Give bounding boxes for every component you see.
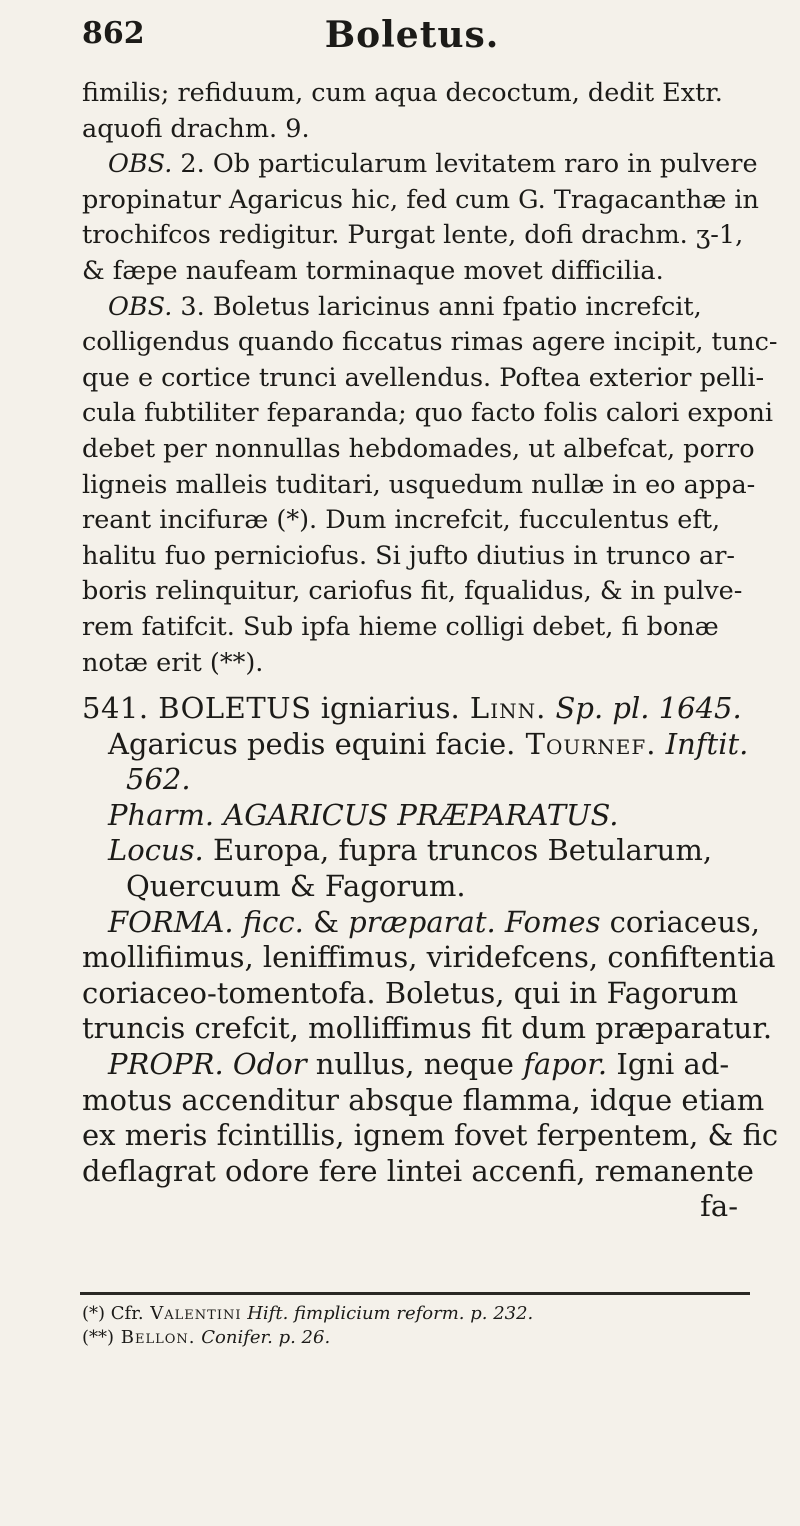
obs-label: OBS.	[108, 291, 173, 322]
catchword: fa-	[700, 1189, 738, 1224]
text-line: aquofi drachm. 9.	[82, 113, 310, 144]
author-name: Valentini	[143, 1303, 242, 1324]
text-line: coriaceo-tomentofa. Boletus, qui in Fagorum	[82, 975, 739, 1010]
text-line: trochifcos redigitur. Purgat lente, dofi drachm. ʒ-1,	[82, 220, 744, 251]
text-line: notæ erit (**).	[82, 647, 264, 678]
text-line: & fæpe naufeam torminaque movet difficilia.	[82, 255, 664, 286]
text-line: cula fubtiliter feparanda; quo facto folis calori exponi	[82, 398, 774, 429]
page-ref: p. 232.	[464, 1303, 534, 1324]
text-span: &	[303, 904, 349, 939]
footnotes	[82, 1302, 742, 1350]
text-line: propinatur Agaricus hic, fed cum G. Tragacanthæ in	[82, 184, 759, 215]
pharm-heading: Pharm. AGARICUS PRÆPARATUS.	[108, 797, 619, 832]
footnote	[82, 1326, 742, 1350]
text-line: colligendus quando ficcatus rimas agere incipit, tunc-	[82, 327, 778, 358]
page-ref: p. 26.	[272, 1327, 331, 1348]
text-span: Odor	[223, 1047, 307, 1082]
text-span: nullus, neque	[306, 1047, 524, 1082]
text-line: mollifiimus, leniffimus, viridefcens, confiftentia	[82, 940, 776, 975]
text-line: rem fatifcit. Sub ipfa hieme colligi debet, fi bonæ	[82, 611, 719, 642]
author-name: Tournef.	[515, 726, 657, 761]
text-span: 2. Ob particularum levitatem raro in pulvere	[172, 149, 758, 180]
synonym: Agaricus pedis equini facie.	[108, 726, 516, 761]
forma-label: FORMA.	[108, 904, 234, 939]
text-line	[82, 833, 742, 869]
text-line	[82, 904, 760, 941]
page-header	[82, 8, 742, 66]
page-number: 862	[82, 16, 145, 51]
footnote-divider	[80, 1292, 750, 1295]
text-line	[82, 147, 758, 183]
text-line: boris relinquitur, cariofus fit, fqualidus, & in pulve-	[82, 576, 743, 607]
text-line: deflagrat odore fere lintei accenfi, remanente	[82, 1153, 754, 1188]
reference-page: 562.	[126, 762, 191, 797]
text-line	[82, 1047, 742, 1083]
section-gap	[82, 681, 742, 691]
text-span: Fomes	[495, 904, 601, 939]
text-line: que e cortice trunci avellendus. Poftea exterior pelli-	[82, 362, 765, 393]
text-line: ex meris fcintillis, ignem fovet ferpentem, & fic	[82, 1118, 779, 1153]
text-span: coriaceus,	[600, 904, 760, 939]
locus-label: Locus.	[108, 833, 204, 868]
text-span: Europa, fupra truncos Betularum,	[203, 833, 713, 868]
reference: Inftit.	[656, 726, 749, 761]
text-line: debet per nonnullas hebdomades, ut albefcat, porro	[82, 433, 755, 464]
text-span: 3. Boletus laricinus anni fpatio increfcit,	[172, 291, 702, 322]
species-name: igniarius.	[311, 691, 460, 726]
obs-label: OBS.	[108, 149, 173, 180]
running-head: Boletus.	[324, 14, 500, 56]
text-line: Quercuum & Fagorum.	[126, 869, 466, 904]
text-span: præparat.	[348, 904, 496, 939]
text-line: truncis crefcit, molliffimus fit dum præparatur.	[82, 1011, 773, 1046]
text-line: fimilis; refiduum, cum aqua decoctum, dedit Extr.	[82, 78, 723, 108]
entry-heading	[82, 691, 742, 727]
footnote-mark: (*)	[82, 1303, 106, 1324]
text-span: ficc.	[233, 904, 304, 939]
text-line: ligneis malleis tuditari, usquedum nullæ in eo appa-	[82, 469, 756, 500]
text-line	[82, 290, 742, 326]
text-span: fapor.	[523, 1047, 608, 1082]
reference: Sp. pl. 1645.	[546, 691, 742, 726]
work-title: Hift. fimplicium reform.	[241, 1303, 465, 1324]
work-title: Conifer.	[195, 1327, 273, 1348]
text-line: reant incifuræ (*). Dum increfcit, fucculentus eft,	[82, 505, 721, 536]
text-line: halitu fuo perniciofus. Si jufto diutius in trunco ar-	[82, 540, 736, 571]
synonym-line	[82, 726, 749, 763]
footnote	[82, 1302, 742, 1326]
text-span: Cfr.	[105, 1303, 144, 1324]
text-line: motus accenditur absque flamma, idque etiam	[82, 1082, 765, 1117]
main-text	[82, 76, 779, 1225]
text-span: Igni ad-	[607, 1047, 730, 1082]
author-name: Bellon.	[114, 1327, 196, 1348]
propr-label: PROPR.	[108, 1047, 224, 1082]
footnote-mark: (**)	[82, 1327, 115, 1348]
author-name: Linn.	[459, 691, 547, 726]
entry-number-genus: 541. BOLETUS	[82, 691, 312, 726]
